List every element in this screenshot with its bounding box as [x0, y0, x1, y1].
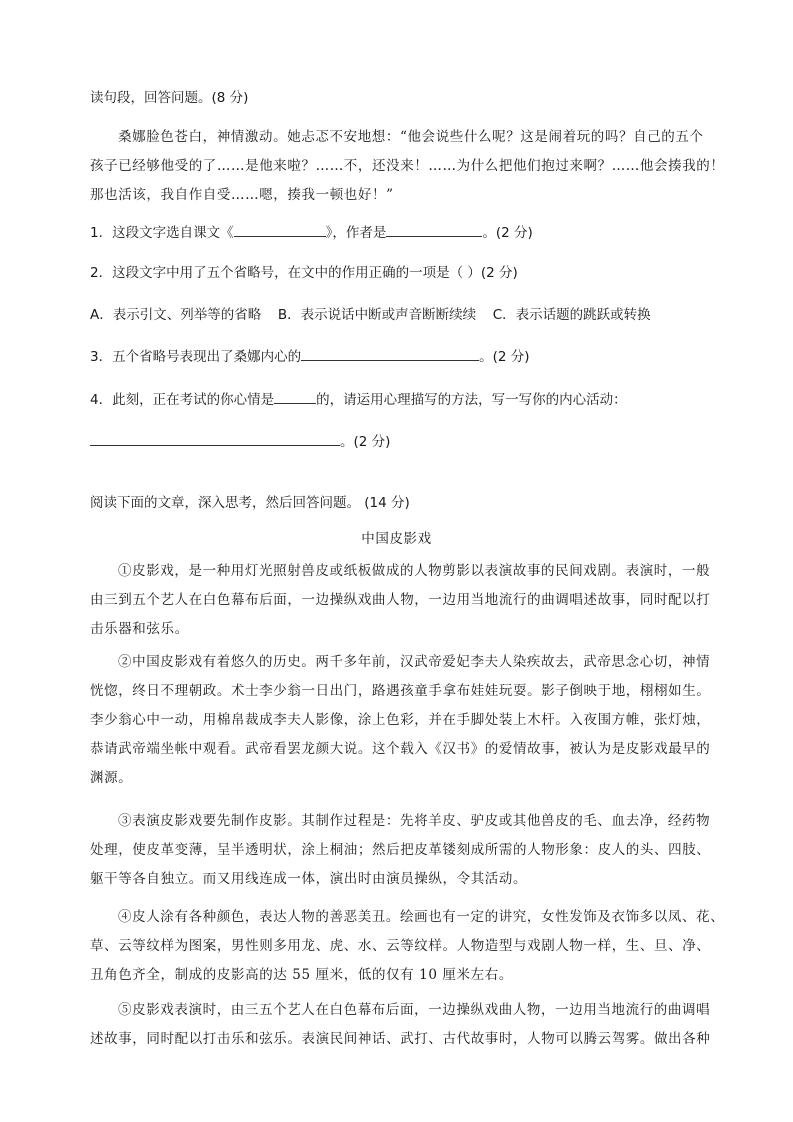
paragraph-2-line: 李少翁心中一动，用棉帛裁成李夫人影像，涂上色彩，并在手脚处装上木杆。入夜围方帷，张灯烛， — [90, 712, 711, 728]
paragraph-3-line: 处理，使皮革变薄，呈半透明状，涂上桐油；然后把皮革镂刻成所需的人物形象：皮人的头、四肢、 — [90, 842, 711, 858]
option-c[interactable]: C．表示话题的跳跃或转换 — [492, 307, 651, 323]
paragraph-5-line: ⑤皮影戏表演时，由三五个艺人在白色幕布后面，一边操纵戏曲人物，一边用当地流行的曲调唱 — [118, 1002, 711, 1018]
paragraph-2-line: 恍惚，终日不理朝政。术士李少翁一日出门，路遇孩童手拿布娃娃玩耍。影子倒映于地，栩栩如生。 — [90, 683, 711, 699]
article-title: 中国皮影戏 — [361, 531, 432, 547]
question-3-text-a: 3．五个省略号表现出了桑娜内心的 — [90, 349, 302, 365]
question-1-text-a: 1．这段文字选自课文《 — [90, 225, 234, 241]
section1-heading: 读句段，回答问题。(8 分) — [90, 90, 249, 106]
question-3-text-b: 。(2 分) — [479, 349, 530, 365]
paragraph-4-line: ④皮人涂有各种颜色，表达人物的善恶美丑。绘画也有一定的讲究，女性发饰及衣饰多以凤、花、 — [118, 909, 725, 925]
answer-blank-feeling[interactable] — [301, 346, 479, 361]
paragraph-3-line: ③表演皮影戏要先制作皮影。其制作过程是：先将羊皮、驴皮或其他兽皮的毛、血去净，经药物 — [118, 813, 711, 829]
passage-line: 孩子已经够他受的了……是他来啦？……不，还没来！……为什么把他们抱过来啊？……他会揍我的！ — [90, 158, 725, 174]
question-4-text-a: 4．此刻，正在考试的你心情是 — [90, 392, 275, 408]
answer-blank-title[interactable] — [234, 222, 326, 237]
paragraph-4-line: 草、云等纹样为图案，男性则多用龙、虎、水、云等纹样。人物造型与戏剧人物一样，生、旦、净、 — [90, 938, 711, 954]
question-4-text-b: 的，请运用心理描写的方法，写一写你的内心活动： — [316, 392, 627, 408]
paragraph-2-line: 恭请武帝端坐帐中观看。武帝看罢龙颜大说。这个载入《汉书》的爱情故事，被认为是皮影戏最早的 — [90, 741, 711, 757]
paragraph-2-line: ②中国皮影戏有着悠久的历史。两千多年前，汉武帝爱妃李夫人染疾故去，武帝思念心切，神情 — [118, 654, 711, 670]
paragraph-2-line: 渊源。 — [90, 770, 133, 786]
question-4-text-c: 。(2 分) — [340, 434, 391, 450]
section2-heading: 阅读下面的文章，深入思考，然后回答问题。 (14 分) — [90, 495, 410, 511]
answer-blank-mood[interactable] — [274, 389, 316, 404]
paragraph-5-line: 述故事，同时配以打击乐和弦乐。表演民间神话、武打、古代故事时，人物可以腾云驾雾。做出各种 — [90, 1031, 711, 1047]
paragraph-4-line: 丑角色齐全，制成的皮影高的达 55 厘米，低的仅有 10 厘米左右。 — [90, 967, 513, 983]
option-b[interactable]: B．表示说话中断或声音断断续续 — [277, 307, 477, 323]
passage-line: 那也活该，我自作自受……嗯，揍我一顿也好！” — [90, 187, 394, 203]
question-2: 2．这段文字中用了五个省略号，在文中的作用正确的一项是（ ）(2 分) — [90, 265, 518, 281]
question-1 — [90, 222, 533, 243]
paragraph-1-line: 由三到五个艺人在白色幕布后面，一边操纵戏曲人物，一边用当地流行的曲调唱述故事，同时配以打 — [90, 592, 711, 608]
paragraph-3-line: 躯干等各自独立。而又用线连成一体，演出时由演员操纵，令其活动。 — [90, 871, 528, 887]
question-3 — [90, 346, 530, 367]
paragraph-1-line: ①皮影戏，是一种用灯光照射兽皮或纸板做成的人物剪影以表演故事的民间戏剧。表演时，一般 — [118, 563, 711, 579]
question-2-options — [90, 305, 651, 325]
answer-blank-inner-activity[interactable] — [90, 431, 340, 446]
question-1-text-c: 。(2 分) — [482, 225, 533, 241]
passage-line: 桑娜脸色苍白，神情激动。她忐忑不安地想：“他会说些什么呢？这是闹着玩的吗？自己的五个 — [118, 129, 704, 145]
question-1-text-b: 》，作者是 — [325, 225, 387, 241]
paragraph-1-line: 击乐器和弦乐。 — [90, 621, 189, 637]
option-a[interactable]: A．表示引文、列举等的省略 — [90, 307, 262, 323]
question-4-answer-line — [90, 431, 390, 452]
answer-blank-author[interactable] — [386, 222, 482, 237]
question-4 — [90, 389, 627, 410]
